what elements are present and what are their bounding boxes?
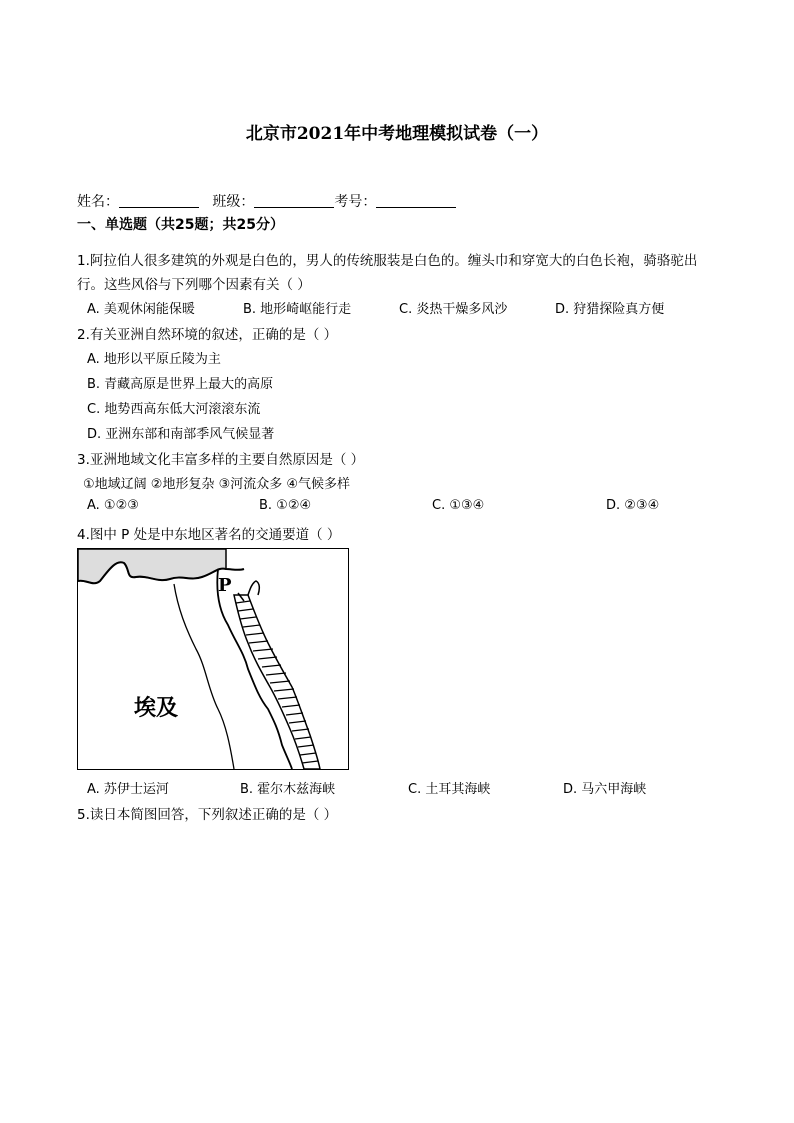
class-label: 班级： <box>212 194 255 210</box>
map-drawing <box>78 549 348 769</box>
student-info-line <box>77 191 456 211</box>
q4-stem: 4.图中 P 处是中东地区著名的交通要道（ ） <box>77 527 341 543</box>
class-blank[interactable] <box>254 193 334 208</box>
page-title: 北京市2021年中考地理模拟试卷（一） <box>245 124 549 144</box>
q3-option-b[interactable]: B. ①②④ <box>259 498 312 513</box>
q1-option-a[interactable]: A. 美观休闲能保暖 <box>87 302 195 317</box>
q1-option-b[interactable]: B. 地形崎岖能行走 <box>243 302 352 317</box>
q2-stem: 2.有关亚洲自然环境的叙述，正确的是（ ） <box>77 327 338 343</box>
suez-region-map <box>77 548 349 770</box>
q1-stem-line2: 行。这些风俗与下列哪个因素有关（ ） <box>77 277 311 293</box>
q2-option-c[interactable]: C. 地势西高东低大河滚滚东流 <box>87 402 261 417</box>
q4-option-b[interactable]: B. 霍尔木兹海峡 <box>240 782 336 797</box>
name-blank[interactable] <box>119 193 199 208</box>
q1-option-d[interactable]: D. 狩猎探险真方便 <box>555 302 665 317</box>
q3-items: ①地域辽阔 ②地形复杂 ③河流众多 ④气候多样 <box>83 477 351 492</box>
q2-option-a[interactable]: A. 地形以平原丘陵为主 <box>87 352 221 367</box>
q3-option-a[interactable]: A. ①②③ <box>87 498 139 513</box>
q5-stem: 5.读日本简图回答，下列叙述正确的是（ ） <box>77 807 338 823</box>
q4-option-c[interactable]: C. 土耳其海峡 <box>408 782 491 797</box>
map-label-egypt: 埃及 <box>134 696 179 721</box>
name-label: 姓名： <box>77 194 119 210</box>
q1-stem-line1: 1.阿拉伯人很多建筑的外观是白色的，男人的传统服装是白色的。缠头巾和穿宽大的白色长袍，骑骆驼出 <box>77 253 698 269</box>
q3-stem: 3.亚洲地域文化丰富多样的主要自然原因是（ ） <box>77 452 365 468</box>
exam-no-blank[interactable] <box>376 193 456 208</box>
gulf-of-aqaba <box>248 581 259 595</box>
map-label-p: P <box>218 575 232 596</box>
nile-river <box>174 584 234 769</box>
q3-option-d[interactable]: D. ②③④ <box>606 498 660 513</box>
q2-option-b[interactable]: B. 青藏高原是世界上最大的高原 <box>87 377 274 392</box>
q4-option-d[interactable]: D. 马六甲海峡 <box>563 782 647 797</box>
section-heading: 一、单选题（共25题；共25分） <box>77 217 284 233</box>
exam-no-label: 考号： <box>334 194 377 210</box>
q1-option-c[interactable]: C. 炎热干燥多风沙 <box>399 302 508 317</box>
q4-option-a[interactable]: A. 苏伊士运河 <box>87 782 169 797</box>
q2-option-d[interactable]: D. 亚洲东部和南部季风气候显著 <box>87 427 275 442</box>
q3-option-c[interactable]: C. ①③④ <box>432 498 485 513</box>
